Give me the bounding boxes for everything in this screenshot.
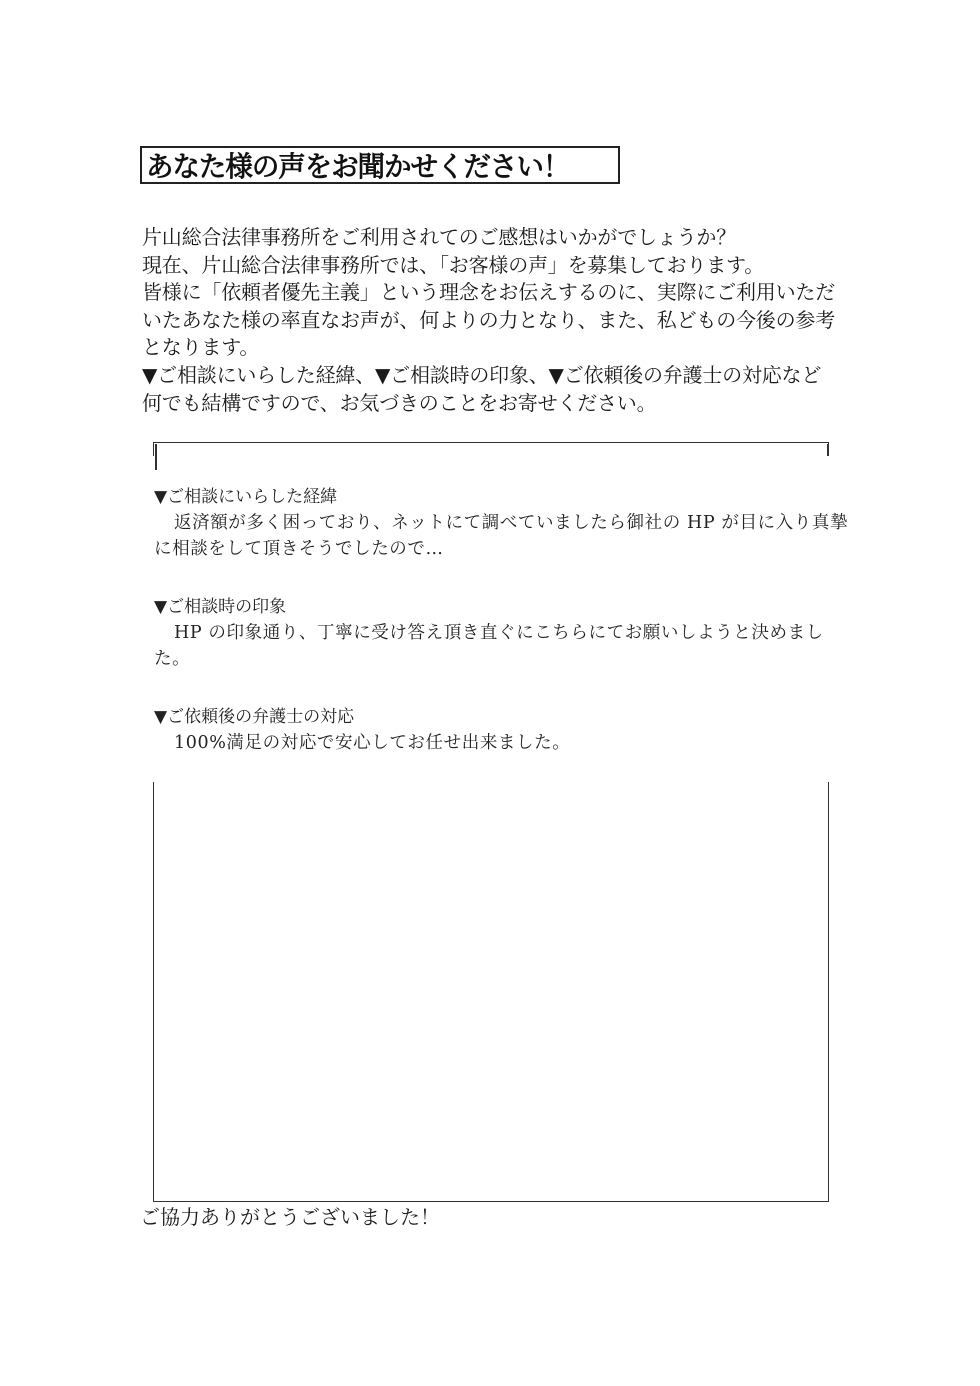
question-heading: ▼ご依頼後の弁護士の対応	[154, 707, 355, 727]
spacer	[154, 672, 854, 704]
response-content	[154, 484, 854, 756]
intro-line: いたあなた様の率直なお声が、何よりの力となり、また、私どもの今後の参考	[142, 307, 835, 332]
answer-text: 返済額が多く困っており、ネットにて調べていましたら御社の HP が目に入り真摯に相談をして頂きそうでしたので…	[154, 513, 849, 559]
question-heading: ▼ご相談にいらした経緯	[154, 487, 338, 507]
intro-line: 現在、片山総合法律事務所では、「お客様の声」を募集しております。	[142, 252, 764, 277]
answer-text: HP の印象通り、丁寧に受け答え頂き直ぐにこちらにてお願いしようと決めました。	[154, 623, 824, 669]
page-title: あなた様の声をお聞かせください！	[146, 150, 570, 183]
intro-line: となります。	[142, 335, 260, 360]
intro-line: 皆様に「依頼者優先主義」という理念をお伝えするのに、実際にご利用いただ	[142, 280, 835, 305]
spacer	[154, 562, 854, 594]
thank-you-text: ご協力ありがとうございました！	[140, 1205, 440, 1229]
answer-text: 100%満足の対応で安心してお任せ出来ました。	[174, 733, 571, 753]
frame-corner-mark	[827, 444, 829, 456]
frame-corner-mark	[155, 444, 157, 470]
intro-line: 片山総合法律事務所をご利用されてのご感想はいかがでしょうか？	[142, 225, 736, 249]
intro-paragraph	[142, 224, 862, 417]
question-heading: ▼ご相談時の印象	[154, 597, 287, 617]
title-box	[140, 146, 620, 184]
intro-line: ▼ご相談にいらした経緯、▼ご相談時の印象、▼ご依頼後の弁護士の対応など	[142, 362, 822, 387]
intro-line: 何でも結構ですので、お気づきのことをお寄せください。	[142, 390, 657, 415]
